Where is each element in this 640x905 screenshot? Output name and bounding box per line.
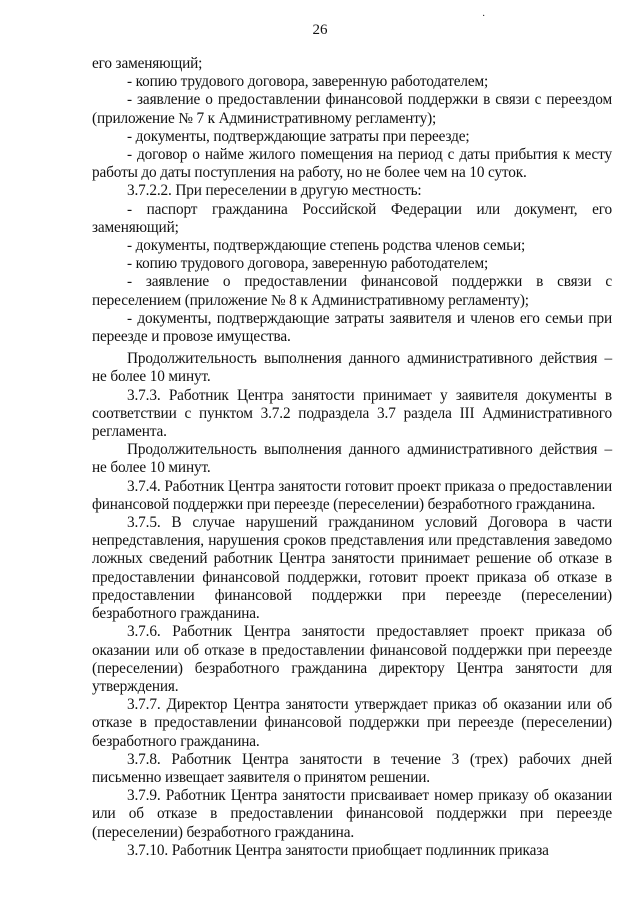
paragraph: - заявление о предоставлении финансовой поддержки в связи с переселением (приложение № 8 к Административному регламенту); [92, 273, 612, 309]
page-number: 26 [312, 22, 328, 38]
paragraph: 3.7.9. Работник Центра занятости присваивает номер приказу об оказании или об отказе в предоставлении финансовой поддержки при переезде (переселении) безработного гражданина. [92, 787, 612, 841]
paragraph: Продолжительность выполнения данного административного действия – не более 10 минут. [92, 441, 612, 477]
paragraph: 3.7.10. Работник Центра занятости приобщает подлинник приказа [127, 841, 549, 859]
paragraph: его заменяющий; [92, 55, 203, 72]
paragraph: - документы, подтверждающие затраты заявителя и членов его семьи при переезде и провозе имущества. [92, 309, 612, 346]
paragraph: 3.7.4. Работник Центра занятости готовит проект приказа о предоставлении финансовой поддержки при переезде (переселении) безработного гражданина. [92, 477, 612, 513]
paragraph: 3.7.2.2. При переселении в другую местность: [127, 182, 422, 200]
paragraph: Продолжительность выполнения данного административного действия – не более 10 минут. [92, 350, 612, 386]
paragraph: - паспорт гражданина Российской Федерации или документ, его заменяющий; [92, 200, 612, 236]
paragraph: 3.7.5. В случае нарушений гражданином условий Договора в части непредставления, нарушения сроков представления или представления заведомо ложных сведений работник Центра занятости принимает решение об отказе в предоставлении финансовой поддержки, готовит проект приказа об отказе в предоставлении финансовой поддержки при переезде (переселении) безработного гражданина. [92, 514, 612, 623]
paragraph: 3.7.7. Директор Центра занятости утверждает приказ об оказании или об отказе в предоставлении финансовой поддержки при переезде (переселении) безработного гражданина. [92, 696, 612, 750]
document-body [92, 55, 612, 860]
paragraph: - копию трудового договора, заверенную работодателем; [127, 73, 489, 91]
paragraph: - документы, подтверждающие затраты при переезде; [127, 127, 470, 145]
scan-speck: · [482, 11, 486, 22]
paragraph: - договор о найме жилого помещения на период с даты прибытия к месту работы до даты поступления на работу, но не более чем на 10 суток. [92, 146, 612, 182]
paragraph: - документы, подтверждающие степень родства членов семьи; [127, 237, 526, 255]
paragraph: 3.7.3. Работник Центра занятости принимает у заявителя документы в соответствии с пунктом 3.7.2 подраздела 3.7 раздела III Административного регламента. [92, 386, 612, 441]
paragraph: - заявление о предоставлении финансовой поддержки в связи с переездом (приложение № 7 к Административному регламенту); [92, 91, 612, 127]
paragraph: - копию трудового договора, заверенную работодателем; [127, 255, 489, 273]
paragraph: 3.7.8. Работник Центра занятости в течение 3 (трех) рабочих дней письменно извещает заявителя о принятом решении. [92, 750, 612, 786]
paragraph: 3.7.6. Работник Центра занятости предоставляет проект приказа об оказании или об отказе в предоставлении финансовой поддержки при переезде (переселении) безработного гражданина директору Центра занятости для утверждения. [92, 623, 612, 695]
